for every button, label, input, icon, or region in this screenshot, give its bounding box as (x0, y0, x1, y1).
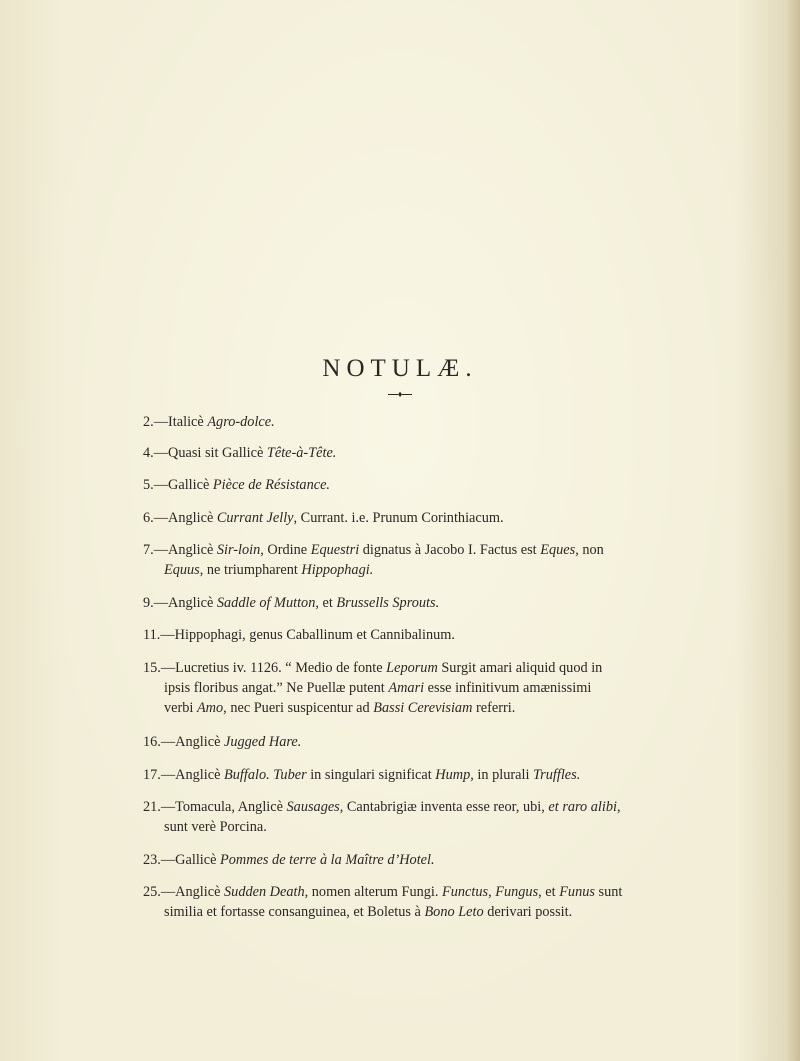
note-text: Anglicè (175, 884, 225, 900)
note-number: 2.— (143, 414, 169, 430)
page-title: NOTULÆ. (322, 355, 478, 382)
note-text: , ne triumpharent (199, 562, 302, 578)
note-15 (143, 658, 703, 718)
note-continuation-line (143, 902, 703, 922)
note-text: Lucretius iv. 1126. “ Medio de fonte (175, 660, 387, 676)
note-text: , in plurali (470, 767, 533, 783)
italic-term: Amari (388, 680, 425, 696)
note-number: 6.— (143, 510, 169, 526)
italic-term: Leporum (386, 660, 438, 676)
italic-term: Tête-à-Tête. (266, 445, 337, 461)
note-continuation-line (143, 698, 703, 718)
note-text: , (488, 884, 496, 900)
note-number: 5.— (143, 477, 169, 493)
note-16 (143, 732, 703, 752)
note-number: 25.— (143, 884, 176, 900)
note-text: Anglicè (175, 767, 225, 783)
note-number: 4.— (143, 445, 169, 461)
diamond-ornament-icon: ♦ (397, 389, 403, 399)
note-text: Anglicè (168, 595, 217, 611)
page-edge-shadow (786, 0, 800, 1061)
italic-term: Equestri (310, 542, 360, 558)
note-text: Anglicè (175, 734, 225, 750)
note-text: sunt (594, 884, 623, 900)
note-text: dignatus à Jacobo I. Factus est (359, 542, 541, 558)
note-text: verbi (164, 700, 197, 716)
note-text: Hippophagi, genus Caballinum et Cannibalinum. (174, 627, 455, 643)
italic-term: et raro alibi (548, 799, 617, 815)
note-number: 23.— (143, 852, 176, 868)
note-text: Gallicè (175, 852, 221, 868)
italic-term: Sir-loin (216, 542, 261, 558)
note-text: , et (538, 884, 560, 900)
italic-term: Eques (540, 542, 576, 558)
note-23 (143, 850, 703, 870)
note-text: Tomacula, Anglicè (175, 799, 287, 815)
italic-term: Brussells Sprouts. (336, 595, 440, 611)
note-text: , Ordine (260, 542, 311, 558)
italic-term: Hippophagi. (301, 562, 374, 578)
note-text: , Currant. i.e. Prunum Corinthiacum. (293, 510, 504, 526)
note-number: 16.— (143, 734, 176, 750)
italic-term: Tuber (273, 767, 307, 783)
note-number: 21.— (143, 799, 176, 815)
note-text: Anglicè (168, 542, 217, 558)
note-text: derivari possit. (483, 904, 573, 920)
italic-term: Bassi Cerevisiam (373, 700, 473, 716)
note-continuation-line (143, 817, 703, 837)
note-continuation-line (143, 560, 703, 580)
italic-term: Sausages (286, 799, 340, 815)
italic-term: Functus (442, 884, 489, 900)
note-text: ipsis floribus angat.” Ne Puellæ putent (164, 680, 389, 696)
italic-term: Saddle of Mutton (216, 595, 316, 611)
note-9 (143, 593, 703, 613)
note-text: , (617, 799, 621, 815)
note-text: referri. (472, 700, 516, 716)
note-text: , nec Pueri suspicentur ad (223, 700, 374, 716)
note-4 (143, 443, 703, 463)
italic-term: Pommes de terre à la Maître d’Hotel. (220, 852, 435, 868)
italic-term: Agro-dolce. (207, 414, 275, 430)
italic-term: Currant Jelly (216, 510, 294, 526)
note-number: 15.— (143, 660, 176, 676)
italic-term: Amo (196, 700, 224, 716)
note-7 (143, 540, 703, 580)
note-text: Quasi sit Gallicè (168, 445, 267, 461)
ornament-rule-right (402, 394, 412, 395)
note-text: Gallicè (168, 477, 213, 493)
note-2 (143, 412, 703, 432)
note-text: Anglicè (168, 510, 217, 526)
italic-term: Truffles. (533, 767, 581, 783)
note-5 (143, 475, 703, 495)
note-text: similia et fortasse consanguinea, et Boletus à (164, 904, 425, 920)
ornament-rule-left (388, 394, 398, 395)
note-text: Surgit amari aliquid quod in (437, 660, 603, 676)
note-text: in singulari significat (306, 767, 436, 783)
italic-term: Jugged Hare. (224, 734, 302, 750)
note-text: sunt verè Porcina. (164, 819, 267, 835)
italic-term: Bono Leto (424, 904, 484, 920)
italic-term: Funus (559, 884, 595, 900)
note-text: , nomen alterum Fungi. (304, 884, 443, 900)
note-number: 11.— (143, 627, 175, 643)
note-text: , non (575, 542, 604, 558)
note-17 (143, 765, 703, 785)
note-number: 17.— (143, 767, 176, 783)
note-number: 7.— (143, 542, 169, 558)
italic-term: Hump (435, 767, 471, 783)
note-number: 9.— (143, 595, 169, 611)
note-21 (143, 797, 703, 837)
italic-term: Sudden Death (224, 884, 305, 900)
italic-term: Pièce de Résistance. (212, 477, 330, 493)
italic-term: Buffalo. (224, 767, 270, 783)
note-text: , Cantabrigiæ inventa esse reor, ubi, (339, 799, 549, 815)
note-6 (143, 508, 703, 528)
note-11 (143, 625, 703, 645)
italic-term: Equus (164, 562, 200, 578)
note-text: , et (315, 595, 337, 611)
note-text: esse infinitivum amænissimi (424, 680, 592, 696)
italic-term: Fungus (495, 884, 539, 900)
heading-ornament (0, 389, 800, 399)
note-text: Italicè (168, 414, 208, 430)
note-25 (143, 882, 703, 922)
note-continuation-line (143, 678, 703, 698)
